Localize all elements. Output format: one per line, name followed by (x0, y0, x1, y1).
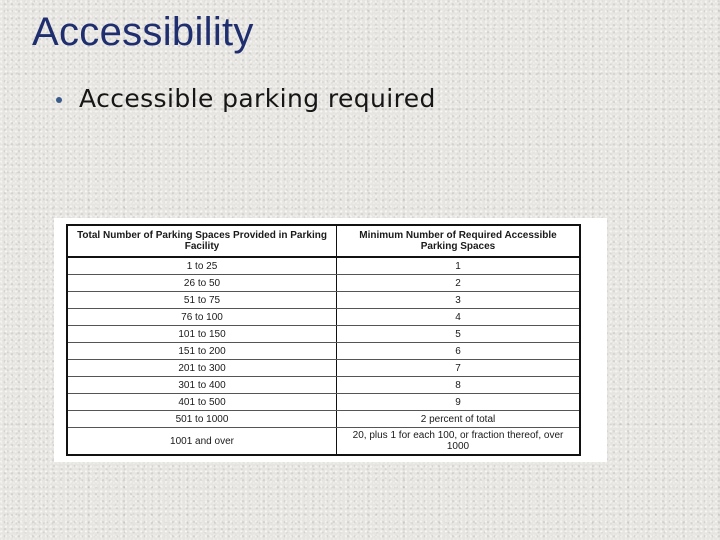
table-row (67, 360, 580, 377)
cell-required-accessible: 5 (337, 326, 581, 343)
cell-total-spaces: 301 to 400 (67, 377, 337, 394)
table-row (67, 428, 580, 456)
cell-total-spaces: 76 to 100 (67, 309, 337, 326)
header-required-accessible: Minimum Number of Required Accessible Parking Spaces (337, 225, 581, 257)
table-row (67, 309, 580, 326)
table-row (67, 377, 580, 394)
table-row (67, 257, 580, 275)
bullet-dot-icon (56, 97, 62, 103)
table-header-row (67, 225, 580, 257)
table-row (67, 394, 580, 411)
cell-required-accessible: 8 (337, 377, 581, 394)
cell-required-accessible: 4 (337, 309, 581, 326)
table-image (54, 218, 607, 462)
slide-title: Accessibility (32, 10, 254, 54)
cell-required-accessible: 20, plus 1 for each 100, or fraction thereof, over 1000 (337, 428, 581, 456)
cell-total-spaces: 101 to 150 (67, 326, 337, 343)
cell-total-spaces: 1001 and over (67, 428, 337, 456)
cell-required-accessible: 1 (337, 257, 581, 275)
cell-total-spaces: 401 to 500 (67, 394, 337, 411)
cell-total-spaces: 151 to 200 (67, 343, 337, 360)
cell-total-spaces: 51 to 75 (67, 292, 337, 309)
cell-required-accessible: 2 (337, 275, 581, 292)
header-total-spaces: Total Number of Parking Spaces Provided in Parking Facility (67, 225, 337, 257)
table-row (67, 411, 580, 428)
table-row (67, 343, 580, 360)
table-row (67, 275, 580, 292)
cell-total-spaces: 501 to 1000 (67, 411, 337, 428)
cell-required-accessible: 9 (337, 394, 581, 411)
cell-required-accessible: 2 percent of total (337, 411, 581, 428)
bullet-item (56, 84, 436, 113)
parking-requirements-table (66, 224, 581, 456)
table-row (67, 326, 580, 343)
cell-total-spaces: 1 to 25 (67, 257, 337, 275)
cell-required-accessible: 3 (337, 292, 581, 309)
cell-total-spaces: 26 to 50 (67, 275, 337, 292)
cell-required-accessible: 6 (337, 343, 581, 360)
cell-required-accessible: 7 (337, 360, 581, 377)
cell-total-spaces: 201 to 300 (67, 360, 337, 377)
bullet-text: Accessible parking required (79, 84, 436, 113)
table-row (67, 292, 580, 309)
